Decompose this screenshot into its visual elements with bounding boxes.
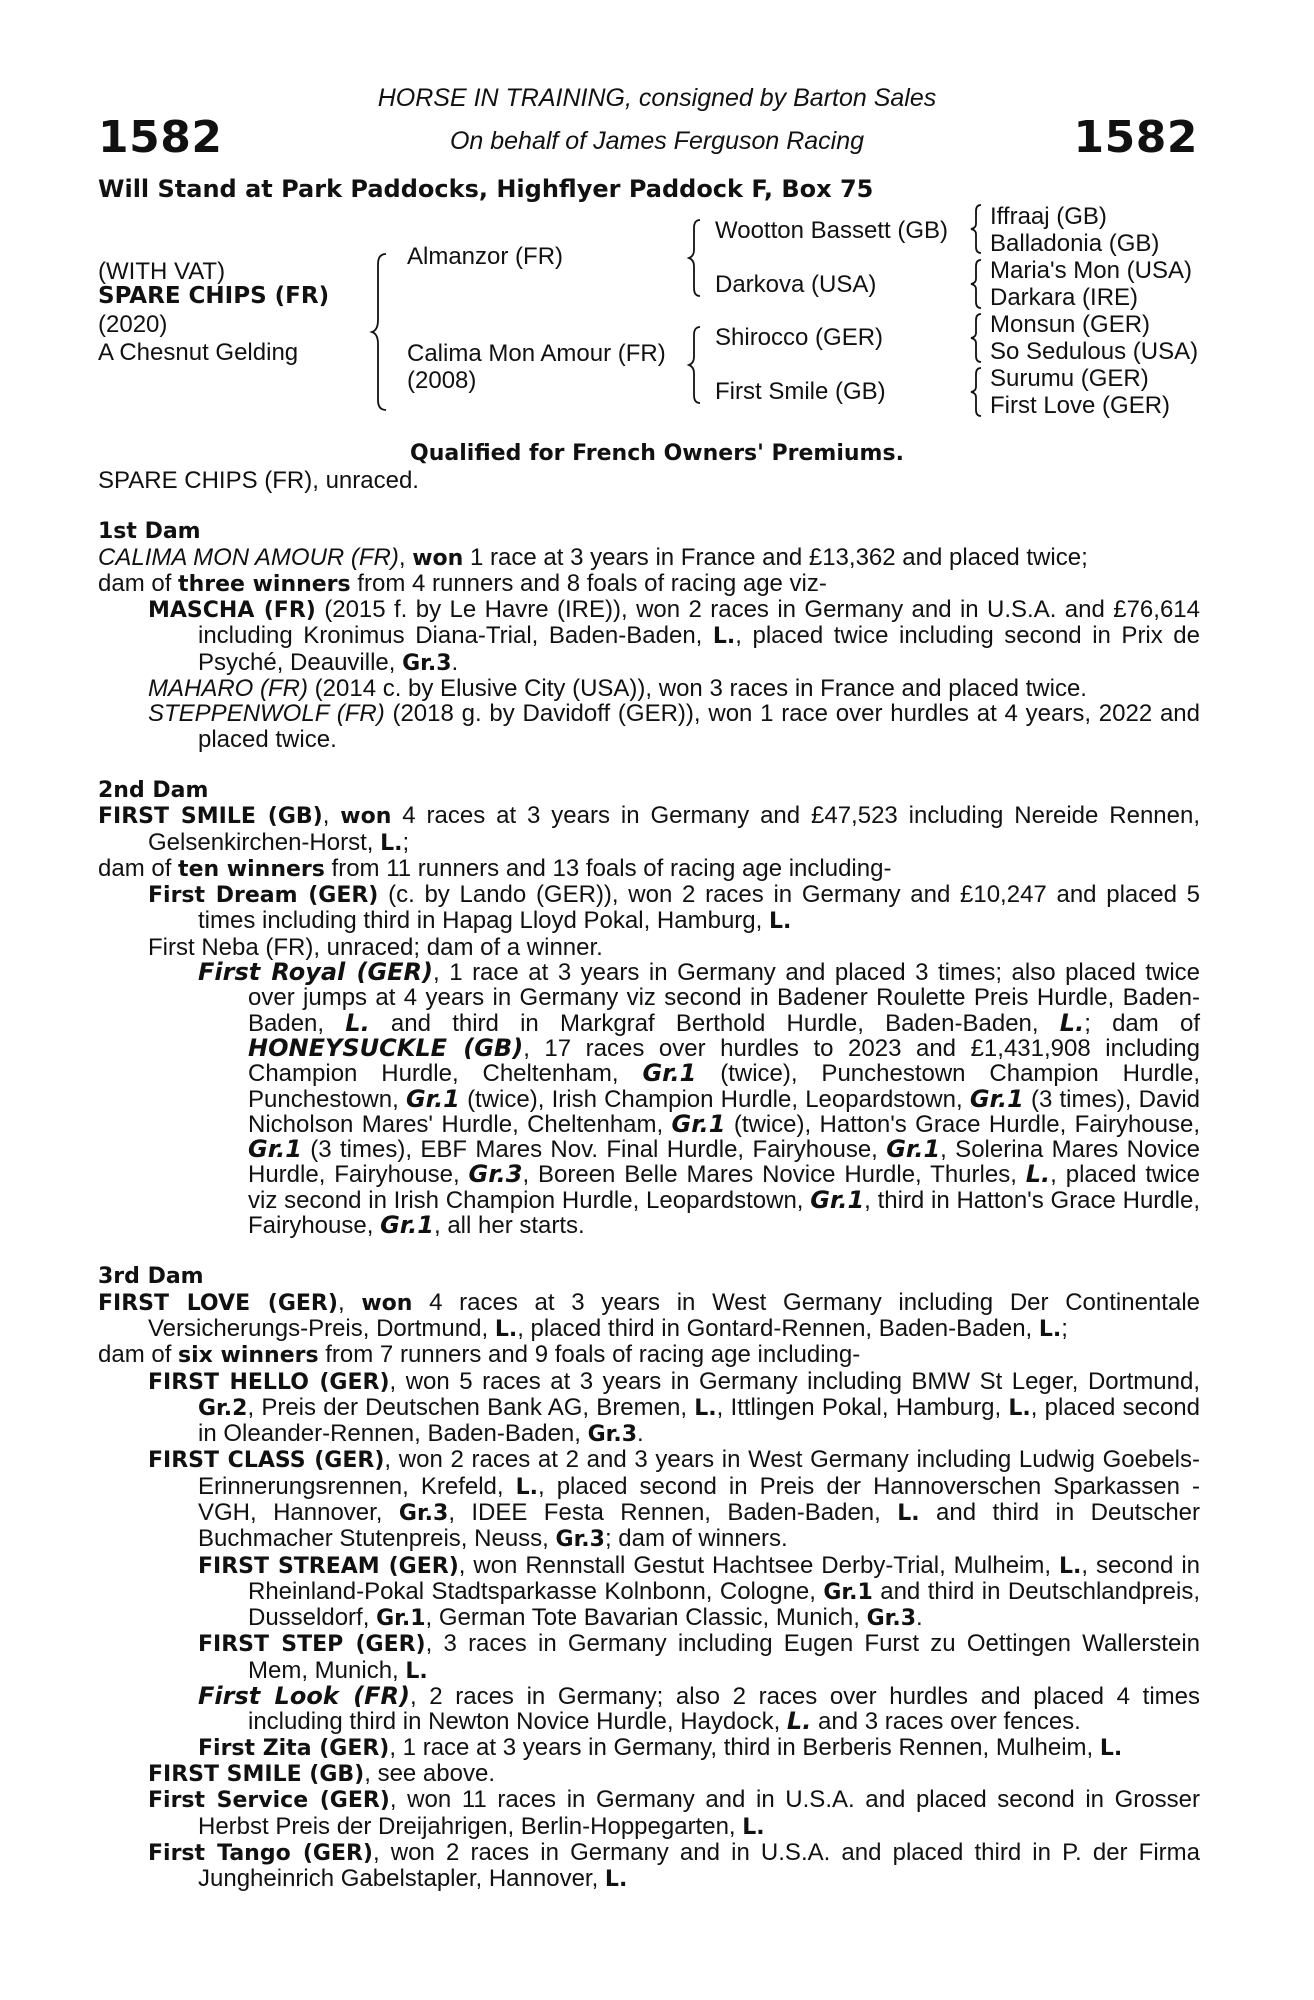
gen4-monsun: Monsun (GER) (990, 311, 1151, 338)
sire-name: Almanzor (FR) (407, 243, 564, 270)
premium-note: Qualified for French Owners' Premiums. (410, 441, 904, 466)
gen4-iffraaj: Iffraaj (GB) (990, 203, 1107, 230)
third-dam-produce: dam of six winners from 7 runners and 9 foals of racing age including- (98, 1341, 861, 1369)
produce-first-service: First Service (GER), won 11 races in Germany and in U.S.A. and placed second in Grosser Herbst Preis der Dreijahrigen, Berlin-Hoppegarten, L. (148, 1786, 1200, 1840)
consignor-line: HORSE IN TRAINING, consigned by Barton Sales (377, 84, 937, 112)
produce-first-look: First Look (FR), 2 races in Germany; also 2 races over hurdles and placed 4 times including third in Newton Novice Hurdle, Haydock, L. and 3 races over fences. (198, 1682, 1201, 1736)
produce-first-stream: FIRST STREAM (GER), won Rennstall Gestut Hachtsee Derby-Trial, Mulheim, L., second in Rheinland-Pokal Stadtsparkasse Kolnbonn, Cologne, Gr.1 and third in Deutschlandpreis, Dusseldorf, Gr.1, German Tote Bavarian Classic, Munich, Gr.3. (198, 1551, 1201, 1632)
first-dam-produce: dam of three winners from 4 runners and 8 foals of racing age viz- (98, 569, 827, 597)
vat-note: (WITH VAT) (98, 258, 226, 285)
produce-first-zita: First Zita (GER), 1 race at 3 years in Germany, third in Berberis Rennen, Mulheim, L. (198, 1733, 1123, 1761)
pedigree-bracket-g4-1 (970, 203, 984, 255)
horse-name: SPARE CHIPS (FR) (98, 283, 330, 309)
horse-year: (2020) (98, 311, 168, 338)
horse-description: A Chesnut Gelding (98, 339, 299, 366)
produce-first-dream: First Dream (GER) (c. by Lando (GER)), won 2 races in Germany and £10,247 and placed 5 times including third in Hapag Lloyd Pokal, Hamburg, L. (148, 881, 1200, 935)
produce-first-step: FIRST STEP (GER), 3 races in Germany including Eugen Furst zu Oettingen Wallerstein Mem, Munich, L. (198, 1630, 1200, 1684)
pedigree-bracket-sire (688, 218, 704, 298)
produce-first-royal: First Royal (GER), 1 race at 3 years in Germany and placed 3 times; also placed twice over jumps at 4 years in Germany viz second in Badener Roulette Preis Hurdle, Baden-Baden, L. and third in Markgraf Berthold Hurdle, Baden-Baden, L.; dam of HONEYSUCKLE (GB), 17 races over hurdles to 2023 and £1,431,908 including Champion Hurdle, Cheltenham, Gr.1 (twice), Punchestown Champion Hurdle, Punchestown, Gr.1 (twice), Irish Champion Hurdle, Leopardstown, Gr.1 (3 times), David Nicholson Mares' Hurdle, Cheltenham, Gr.1 (twice), Hatton's Grace Hurdle, Fairyhouse, Gr.1 (3 times), EBF Mares Nov. Final Hurdle, Fairyhouse, Gr.1, Solerina Mares Novice Hurdle, Fairyhouse, Gr.3, Boreen Belle Mares Novice Hurdle, Thurles, L., placed twice viz second in Irish Champion Hurdle, Leopardstown, Gr.1, third in Hatton's Grace Hurdle, Fairyhouse, Gr.1, all her starts. (198, 958, 1201, 1240)
first-dam-heading: 1st Dam (98, 519, 201, 545)
catalogue-body (98, 468, 1200, 1892)
first-dam-name: CALIMA MON AMOUR (FR) (98, 543, 399, 571)
gen3-shirocco: Shirocco (GER) (715, 324, 884, 351)
gen4-marias-mon: Maria's Mon (USA) (990, 257, 1192, 284)
stand-location: Will Stand at Park Paddocks, Highflyer Paddock F, Box 75 (98, 175, 874, 203)
gen4-darkara: Darkara (IRE) (990, 284, 1139, 311)
dam-year: (2008) (407, 367, 477, 394)
first-dam-summary: CALIMA MON AMOUR (FR), won 1 race at 3 years in France and £13,362 and placed twice; (98, 543, 1088, 571)
second-dam-heading: 2nd Dam (98, 777, 209, 803)
pedigree-bracket-g4-4 (970, 366, 984, 418)
produce-first-smile: FIRST SMILE (GB), see above. (148, 1759, 495, 1787)
third-dam-heading: 3rd Dam (98, 1264, 204, 1290)
produce-first-hello: FIRST HELLO (GER), won 5 races at 3 years in Germany including BMW St Leger, Dortmund, Gr.2, Preis der Deutschen Bank AG, Bremen, L., Ittlingen Pokal, Hamburg, L., placed second in Oleander-Rennen, Baden-Baden, Gr.3. (148, 1367, 1201, 1448)
pedigree-bracket-g4-2 (970, 258, 984, 310)
lot-number-right: 1582 (1073, 112, 1198, 163)
produce-steppenwolf: STEPPENWOLF (FR) (2018 g. by Davidoff (GER)), won 1 race over hurdles at 4 years, 2022 and placed twice. (148, 700, 1200, 753)
produce-first-class: FIRST CLASS (GER), won 2 races at 2 and 3 years in West Germany including Ludwig Goebels-Erinnerungsrennen, Krefeld, L., placed second in Preis der Hannoverschen Sparkassen - VGH, Hannover, Gr.3, IDEE Festa Rennen, Baden-Baden, L. and third in Deutscher Buchmacher Stutenpreis, Neuss, Gr.3; dam of winners. (148, 1446, 1201, 1553)
pedigree-bracket-dam (688, 325, 704, 405)
intro-line: SPARE CHIPS (FR), unraced. (98, 467, 419, 494)
dam-name: Calima Mon Amour (FR) (407, 340, 666, 367)
produce-first-tango: First Tango (GER), won 2 races in Germany and in U.S.A. and placed third in P. der Firma Jungheinrich Gabelstapler, Hannover, L. (148, 1838, 1200, 1893)
behalf-line: On behalf of James Ferguson Racing (449, 127, 865, 155)
gen3-first-smile: First Smile (GB) (715, 378, 886, 405)
gen4-balladonia: Balladonia (GB) (990, 230, 1160, 257)
produce-first-neba: First Neba (FR), unraced; dam of a winner. (148, 933, 603, 961)
pedigree-bracket-main (370, 252, 390, 412)
gen3-darkova: Darkova (USA) (715, 271, 877, 298)
second-dam-produce: dam of ten winners from 11 runners and 13 foals of racing age including- (98, 854, 892, 882)
pedigree-bracket-g4-3 (970, 312, 984, 364)
gen4-surumu: Surumu (GER) (990, 365, 1149, 392)
second-dam-summary: FIRST SMILE (GB), won 4 races at 3 years in Germany and £47,523 including Nereide Rennen, Gelsenkirchen-Horst, L.; (98, 802, 1200, 856)
produce-maharo: MAHARO (FR) (2014 c. by Elusive City (USA)), won 3 races in France and placed twice. (148, 675, 1087, 703)
lot-number-left: 1582 (98, 112, 223, 163)
gen4-first-love: First Love (GER) (990, 392, 1171, 419)
honeysuckle-name: HONEYSUCKLE (GB) (248, 1033, 524, 1062)
gen4-so-sedulous: So Sedulous (USA) (990, 338, 1199, 365)
gen3-wootton-bassett: Wootton Bassett (GB) (715, 217, 948, 244)
produce-mascha: MASCHA (FR) (2015 f. by Le Havre (IRE)), won 2 races in Germany and in U.S.A. and £76,614 including Kronimus Diana-Trial, Baden-Baden, L., placed twice including second in Prix de Psyché, Deauville, Gr.3. (148, 596, 1201, 676)
third-dam-summary: FIRST LOVE (GER), won 4 races at 3 years in West Germany including Der Continentale Versicherungs-Preis, Dortmund, L., placed third in Gontard-Rennen, Baden-Baden, L.; (98, 1288, 1200, 1342)
